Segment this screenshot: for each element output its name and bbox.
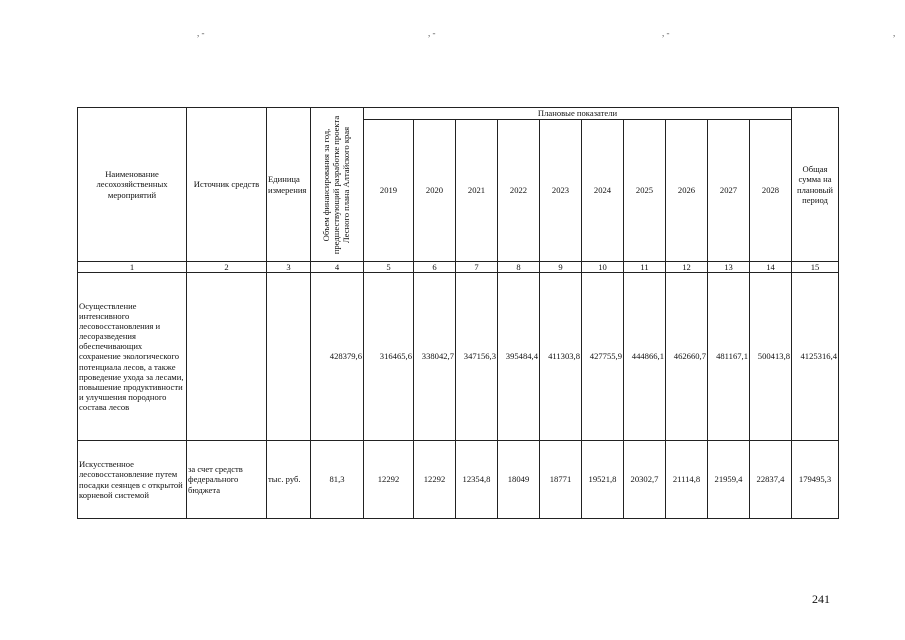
year-value: 481167,1: [708, 273, 750, 441]
year-value: 444866,1: [624, 273, 666, 441]
table-row: [78, 441, 839, 519]
year-value: 316465,6: [364, 273, 414, 441]
column-number: 8: [498, 262, 540, 273]
header-prev-year-text: Объем финансирования за год, предшествующий разработке проекта Лесного плана Алтайского края: [321, 115, 351, 254]
scan-mark: ,: [893, 28, 896, 38]
column-number: 13: [708, 262, 750, 273]
header-year: 2020: [414, 120, 456, 262]
year-value: 427755,9: [582, 273, 624, 441]
total-value: 179495,3: [792, 441, 839, 519]
column-number-row: [78, 262, 839, 273]
year-value: 395484,4: [498, 273, 540, 441]
unit: [267, 273, 311, 441]
year-value: 338042,7: [414, 273, 456, 441]
forest-plan-table: [77, 107, 839, 519]
year-value: 21114,8: [666, 441, 708, 519]
unit: тыс. руб.: [267, 441, 311, 519]
header-year: 2022: [498, 120, 540, 262]
activity-name: Искусственное лесовосстановление путем посадки сеянцев с открытой корневой системой: [78, 441, 187, 519]
year-value: 347156,3: [456, 273, 498, 441]
column-number: 10: [582, 262, 624, 273]
prev-year-value: 428379,6: [311, 273, 364, 441]
column-number: 7: [456, 262, 498, 273]
header-total-sum: Общая сумма на плановый период: [792, 108, 839, 262]
column-number: 12: [666, 262, 708, 273]
column-number: 4: [311, 262, 364, 273]
column-number: 5: [364, 262, 414, 273]
table-row: [78, 273, 839, 441]
header-funding-source: Источник средств: [187, 108, 267, 262]
column-number: 1: [78, 262, 187, 273]
activity-name: Осуществление интенсивного лесовосстановления и лесоразведения обеспечивающих сохранение экологического потенциала лесов, а также проведение ухода за лесами, повышение продуктивности и улучшения породного состава лесов: [78, 273, 187, 441]
year-value: 19521,8: [582, 441, 624, 519]
year-value: 18049: [498, 441, 540, 519]
prev-year-value: 81,3: [311, 441, 364, 519]
scan-mark: , -: [662, 28, 670, 38]
header-year: 2027: [708, 120, 750, 262]
column-number: 11: [624, 262, 666, 273]
year-value: 462660,7: [666, 273, 708, 441]
scan-mark: , -: [428, 28, 436, 38]
header-year: 2021: [456, 120, 498, 262]
column-number: 14: [750, 262, 792, 273]
year-value: 12292: [364, 441, 414, 519]
funding-source: [187, 273, 267, 441]
year-value: 411303,8: [540, 273, 582, 441]
header-unit: Единица измерения: [267, 108, 311, 262]
header-plan-indicators: Плановые показатели: [364, 108, 792, 120]
header-prev-year-funding: [311, 108, 364, 262]
year-value: 12292: [414, 441, 456, 519]
column-number: 9: [540, 262, 582, 273]
column-number: 3: [267, 262, 311, 273]
funding-source: за счет средств федерального бюджета: [187, 441, 267, 519]
column-number: 15: [792, 262, 839, 273]
header-year: 2026: [666, 120, 708, 262]
total-value: 4125316,4: [792, 273, 839, 441]
column-number: 6: [414, 262, 456, 273]
page-number: 241: [812, 592, 830, 606]
header-year: 2025: [624, 120, 666, 262]
column-number: 2: [187, 262, 267, 273]
header-year: 2028: [750, 120, 792, 262]
header-year: 2019: [364, 120, 414, 262]
header-year: 2024: [582, 120, 624, 262]
year-value: 21959,4: [708, 441, 750, 519]
year-value: 20302,7: [624, 441, 666, 519]
year-value: 500413,8: [750, 273, 792, 441]
header-year: 2023: [540, 120, 582, 262]
year-value: 18771: [540, 441, 582, 519]
header-activity-name: Наименование лесохозяйственных мероприятий: [78, 108, 187, 262]
scan-mark: , -: [197, 28, 205, 38]
year-value: 22837,4: [750, 441, 792, 519]
year-value: 12354,8: [456, 441, 498, 519]
